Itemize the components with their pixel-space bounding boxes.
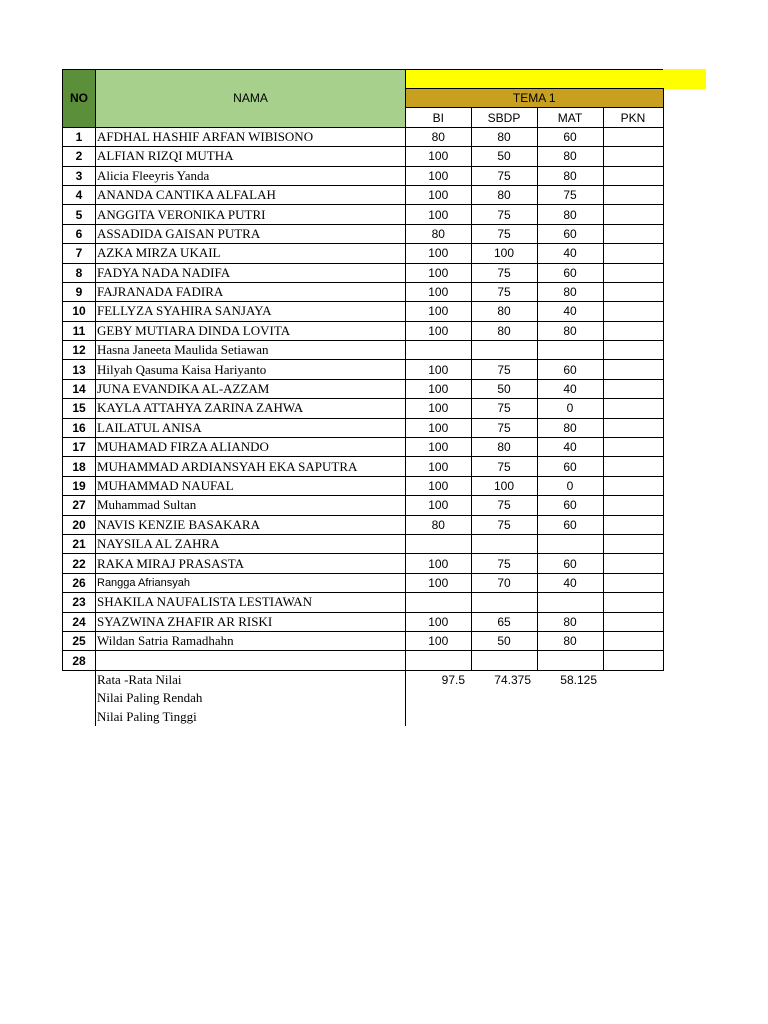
table-row [63, 476, 664, 495]
score-pkn[interactable] [603, 360, 663, 379]
table-row [63, 418, 664, 437]
row-number[interactable]: 4 [63, 185, 96, 204]
score-bi[interactable]: 100 [406, 418, 472, 437]
student-name[interactable]: NAYSILA AL ZAHRA [96, 534, 406, 553]
row-number[interactable]: 8 [63, 263, 96, 282]
score-bi[interactable]: 100 [406, 612, 472, 631]
score-pkn[interactable] [603, 185, 663, 204]
row-number[interactable]: 10 [63, 302, 96, 321]
student-name[interactable]: Rangga Afriansyah [96, 573, 406, 592]
student-name[interactable]: FAJRANADA FADIRA [96, 282, 406, 301]
row-number[interactable]: 17 [63, 438, 96, 457]
score-mat[interactable]: 80 [537, 418, 603, 437]
row-number[interactable]: 21 [63, 534, 96, 553]
table-row [63, 515, 664, 534]
score-bi[interactable]: 100 [406, 263, 472, 282]
summary-average-sbdp[interactable]: 74.375 [494, 672, 531, 687]
score-mat[interactable] [537, 651, 603, 670]
score-bi[interactable] [406, 651, 472, 670]
student-name[interactable]: Wildan Satria Ramadhahn [96, 631, 406, 650]
score-mat[interactable] [537, 341, 603, 360]
score-bi[interactable]: 80 [406, 515, 472, 534]
row-number[interactable]: 15 [63, 399, 96, 418]
score-mat[interactable]: 60 [537, 515, 603, 534]
score-pkn[interactable] [603, 263, 663, 282]
row-number[interactable]: 14 [63, 379, 96, 398]
score-pkn[interactable] [603, 244, 663, 263]
table-row [63, 534, 664, 553]
table-row [63, 573, 664, 592]
score-bi[interactable]: 100 [406, 496, 472, 515]
score-mat[interactable]: 40 [537, 379, 603, 398]
score-sbdp[interactable]: 75 [471, 205, 537, 224]
score-mat[interactable]: 80 [537, 612, 603, 631]
score-pkn[interactable] [603, 127, 663, 146]
score-pkn[interactable] [603, 438, 663, 457]
score-sbdp[interactable]: 75 [471, 418, 537, 437]
score-bi[interactable]: 100 [406, 554, 472, 573]
row-number[interactable]: 12 [63, 341, 96, 360]
score-sbdp[interactable]: 50 [471, 631, 537, 650]
score-bi[interactable]: 100 [406, 360, 472, 379]
score-bi[interactable]: 80 [406, 127, 472, 146]
student-name[interactable]: SHAKILA NAUFALISTA LESTIAWAN [96, 593, 406, 612]
score-pkn[interactable] [603, 321, 663, 340]
row-number[interactable]: 3 [63, 166, 96, 185]
summary-lowest-label[interactable]: Nilai Paling Rendah [96, 689, 406, 707]
score-mat[interactable] [537, 534, 603, 553]
score-pkn[interactable] [603, 612, 663, 631]
score-sbdp[interactable]: 75 [471, 496, 537, 515]
row-number[interactable]: 24 [63, 612, 96, 631]
score-mat[interactable]: 40 [537, 302, 603, 321]
score-mat[interactable]: 60 [537, 360, 603, 379]
score-bi[interactable] [406, 534, 472, 553]
score-mat[interactable]: 80 [537, 631, 603, 650]
student-name[interactable]: ALFIAN RIZQI MUTHA [96, 147, 406, 166]
header-subject-sbdp[interactable]: SBDP [471, 108, 537, 127]
score-bi[interactable]: 100 [406, 438, 472, 457]
score-sbdp[interactable]: 75 [471, 360, 537, 379]
score-mat[interactable]: 80 [537, 147, 603, 166]
score-sbdp[interactable]: 50 [471, 379, 537, 398]
score-pkn[interactable] [603, 282, 663, 301]
summary-average-mat[interactable]: 58.125 [560, 672, 597, 687]
student-name[interactable]: FADYA NADA NADIFA [96, 263, 406, 282]
table-row [63, 631, 664, 650]
student-name[interactable]: AFDHAL HASHIF ARFAN WIBISONO [96, 127, 406, 146]
score-bi[interactable]: 100 [406, 631, 472, 650]
student-name[interactable]: KAYLA ATTAHYA ZARINA ZAHWA [96, 399, 406, 418]
table-row [63, 302, 664, 321]
score-mat[interactable]: 60 [537, 127, 603, 146]
score-sbdp[interactable]: 75 [471, 515, 537, 534]
score-bi[interactable]: 100 [406, 147, 472, 166]
score-pkn[interactable] [603, 399, 663, 418]
table-row [63, 321, 664, 340]
row-number[interactable]: 28 [63, 651, 96, 670]
header-subject-bi[interactable]: BI [406, 108, 472, 127]
score-mat[interactable]: 80 [537, 205, 603, 224]
row-number[interactable]: 23 [63, 593, 96, 612]
score-sbdp[interactable]: 80 [471, 321, 537, 340]
student-name[interactable] [96, 651, 406, 670]
score-mat[interactable]: 80 [537, 166, 603, 185]
table-row [63, 593, 664, 612]
score-bi[interactable]: 100 [406, 573, 472, 592]
score-sbdp[interactable]: 80 [471, 127, 537, 146]
score-sbdp[interactable]: 100 [471, 244, 537, 263]
score-sbdp[interactable]: 75 [471, 166, 537, 185]
table-row [63, 360, 664, 379]
row-number[interactable]: 20 [63, 515, 96, 534]
header-tema[interactable]: TEMA 1 [406, 89, 664, 108]
score-pkn[interactable] [603, 418, 663, 437]
score-mat[interactable]: 0 [537, 476, 603, 495]
student-name[interactable]: AZKA MIRZA UKAIL [96, 244, 406, 263]
score-sbdp[interactable]: 75 [471, 282, 537, 301]
score-pkn[interactable] [603, 631, 663, 650]
table-row [63, 147, 664, 166]
student-name[interactable]: FELLYZA SYAHIRA SANJAYA [96, 302, 406, 321]
table-row [63, 127, 664, 146]
score-bi[interactable] [406, 341, 472, 360]
row-number[interactable]: 25 [63, 631, 96, 650]
student-name[interactable]: RAKA MIRAJ PRASASTA [96, 554, 406, 573]
table-row [63, 438, 664, 457]
header-highlight-cell[interactable] [406, 70, 664, 89]
score-pkn[interactable] [603, 534, 663, 553]
score-sbdp[interactable] [471, 593, 537, 612]
table-row [63, 244, 664, 263]
header-no[interactable]: NO [63, 70, 96, 128]
score-bi[interactable]: 100 [406, 379, 472, 398]
score-mat[interactable]: 60 [537, 224, 603, 243]
score-sbdp[interactable]: 70 [471, 573, 537, 592]
summary-average-bi[interactable]: 97.5 [441, 672, 465, 687]
score-mat[interactable] [537, 593, 603, 612]
score-sbdp[interactable]: 65 [471, 612, 537, 631]
score-sbdp[interactable] [471, 651, 537, 670]
score-pkn[interactable] [603, 496, 663, 515]
student-name[interactable]: MUHAMMAD ARDIANSYAH EKA SAPUTRA [96, 457, 406, 476]
row-number[interactable]: 1 [63, 127, 96, 146]
score-bi[interactable]: 80 [406, 224, 472, 243]
row-number[interactable]: 22 [63, 554, 96, 573]
score-pkn[interactable] [603, 379, 663, 398]
table-row [63, 399, 664, 418]
score-pkn[interactable] [603, 457, 663, 476]
score-sbdp[interactable]: 75 [471, 457, 537, 476]
summary-highest-label[interactable]: Nilai Paling Tinggi [96, 708, 406, 726]
score-mat[interactable]: 40 [537, 573, 603, 592]
score-bi[interactable]: 100 [406, 185, 472, 204]
score-bi[interactable]: 100 [406, 321, 472, 340]
header-subject-pkn[interactable]: PKN [603, 108, 663, 127]
score-bi[interactable]: 100 [406, 302, 472, 321]
score-bi[interactable]: 100 [406, 399, 472, 418]
student-name[interactable]: Hilyah Qasuma Kaisa Hariyanto [96, 360, 406, 379]
student-name[interactable]: Muhammad Sultan [96, 496, 406, 515]
student-name[interactable]: Alicia Fleeyris Yanda [96, 166, 406, 185]
score-bi[interactable]: 100 [406, 205, 472, 224]
score-pkn[interactable] [603, 593, 663, 612]
score-pkn[interactable] [603, 166, 663, 185]
grade-table [62, 69, 664, 726]
row-number[interactable]: 16 [63, 418, 96, 437]
score-sbdp[interactable]: 75 [471, 224, 537, 243]
score-mat[interactable]: 0 [537, 399, 603, 418]
student-name[interactable]: SYAZWINA ZHAFIR AR RISKI [96, 612, 406, 631]
score-sbdp[interactable] [471, 534, 537, 553]
student-name[interactable]: ASSADIDA GAISAN PUTRA [96, 224, 406, 243]
score-bi[interactable]: 100 [406, 166, 472, 185]
score-mat[interactable]: 60 [537, 263, 603, 282]
student-name[interactable]: Hasna Janeeta Maulida Setiawan [96, 341, 406, 360]
student-name[interactable]: MUHAMMAD NAUFAL [96, 476, 406, 495]
row-number[interactable]: 27 [63, 496, 96, 515]
score-sbdp[interactable]: 80 [471, 302, 537, 321]
table-row [63, 282, 664, 301]
score-sbdp[interactable] [471, 341, 537, 360]
score-mat[interactable]: 60 [537, 457, 603, 476]
grade-sheet [62, 69, 664, 726]
score-mat[interactable]: 40 [537, 438, 603, 457]
score-pkn[interactable] [603, 147, 663, 166]
score-pkn[interactable] [603, 476, 663, 495]
row-number[interactable]: 7 [63, 244, 96, 263]
score-pkn[interactable] [603, 205, 663, 224]
score-sbdp[interactable]: 50 [471, 147, 537, 166]
score-bi[interactable]: 100 [406, 244, 472, 263]
row-number[interactable]: 9 [63, 282, 96, 301]
table-row [63, 554, 664, 573]
student-name[interactable]: ANANDA CANTIKA ALFALAH [96, 185, 406, 204]
score-mat[interactable]: 80 [537, 282, 603, 301]
row-number[interactable]: 11 [63, 321, 96, 340]
student-name[interactable]: GEBY MUTIARA DINDA LOVITA [96, 321, 406, 340]
table-row [63, 205, 664, 224]
score-sbdp[interactable]: 75 [471, 263, 537, 282]
score-pkn[interactable] [603, 515, 663, 534]
score-sbdp[interactable]: 100 [471, 476, 537, 495]
row-number[interactable]: 2 [63, 147, 96, 166]
summary-average-label[interactable]: Rata -Rata Nilai [96, 670, 406, 689]
score-sbdp[interactable]: 80 [471, 438, 537, 457]
student-name[interactable]: NAVIS KENZIE BASAKARA [96, 515, 406, 534]
score-pkn[interactable] [603, 302, 663, 321]
row-number[interactable]: 18 [63, 457, 96, 476]
score-mat[interactable]: 60 [537, 496, 603, 515]
score-mat[interactable]: 75 [537, 185, 603, 204]
table-row [63, 263, 664, 282]
row-number[interactable]: 6 [63, 224, 96, 243]
score-bi[interactable]: 100 [406, 476, 472, 495]
table-row [63, 224, 664, 243]
score-mat[interactable]: 60 [537, 554, 603, 573]
table-row [63, 185, 664, 204]
score-pkn[interactable] [603, 573, 663, 592]
student-name[interactable]: ANGGITA VERONIKA PUTRI [96, 205, 406, 224]
score-bi[interactable]: 100 [406, 457, 472, 476]
score-bi[interactable] [406, 593, 472, 612]
header-nama[interactable]: NAMA [96, 70, 406, 128]
score-mat[interactable]: 80 [537, 321, 603, 340]
table-row [63, 651, 664, 670]
table-row [63, 612, 664, 631]
header-subject-mat[interactable]: MAT [537, 108, 603, 127]
score-sbdp[interactable]: 75 [471, 399, 537, 418]
table-row [63, 166, 664, 185]
table-row [63, 341, 664, 360]
score-pkn[interactable] [603, 224, 663, 243]
score-sbdp[interactable]: 75 [471, 554, 537, 573]
score-bi[interactable]: 100 [406, 282, 472, 301]
score-sbdp[interactable]: 80 [471, 185, 537, 204]
table-row [63, 496, 664, 515]
row-number[interactable]: 13 [63, 360, 96, 379]
row-number[interactable]: 19 [63, 476, 96, 495]
student-name[interactable]: LAILATUL ANISA [96, 418, 406, 437]
score-pkn[interactable] [603, 341, 663, 360]
table-row [63, 457, 664, 476]
student-name[interactable]: MUHAMAD FIRZA ALIANDO [96, 438, 406, 457]
score-mat[interactable]: 40 [537, 244, 603, 263]
student-name[interactable]: JUNA EVANDIKA AL-AZZAM [96, 379, 406, 398]
row-number[interactable]: 5 [63, 205, 96, 224]
score-pkn[interactable] [603, 651, 663, 670]
table-row [63, 379, 664, 398]
row-number[interactable]: 26 [63, 573, 96, 592]
score-pkn[interactable] [603, 554, 663, 573]
